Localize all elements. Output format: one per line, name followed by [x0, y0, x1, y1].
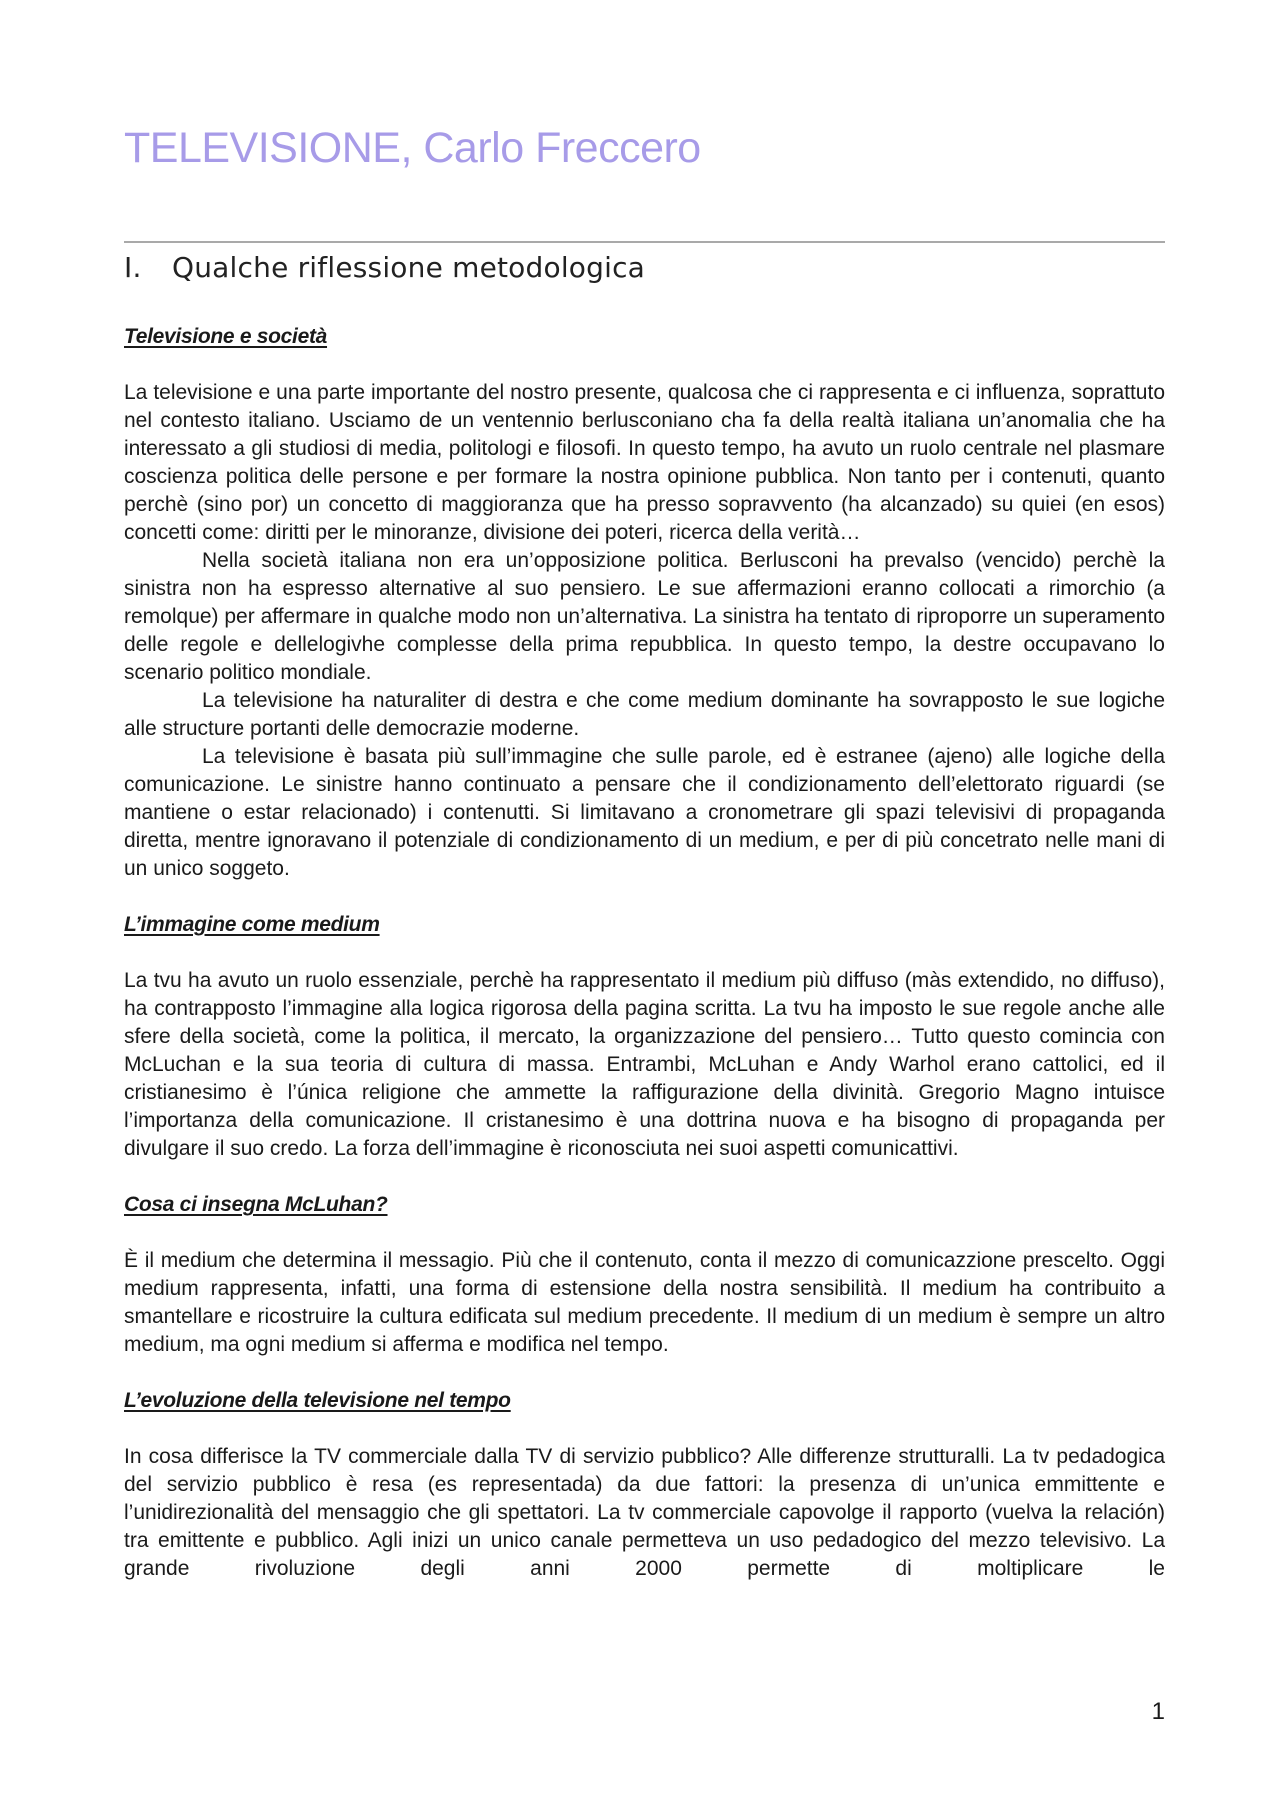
- page-number: 1: [1151, 1698, 1165, 1725]
- paragraph: Nella società italiana non era un’opposizione politica. Berlusconi ha prevalso (vencido) perchè la sinistra non ha espresso alternative al suo pensiero. Le sue affermazioni eranno collocati a rimorchio (a remolque) per affermare in qualche modo non un’alternativa. La sinistra ha tentato di riproporre un superamento delle regole e dellelogivhe complesse della prima repubblica. In questo tempo, la destre occupavano lo scenario politico mondiale.: [124, 549, 1165, 684]
- paragraph: La televisione ha naturaliter di destra e che come medium dominante ha sovrapposto le sue logiche alle structure portanti delle democrazie moderne.: [124, 689, 1165, 740]
- section-heading-evoluzione-della-televisione: L’evoluzione della televisione nel tempo: [124, 1389, 511, 1412]
- section-heading-cosa-ci-insegna-mcluhan: Cosa ci insegna McLuhan?: [124, 1193, 388, 1216]
- document-title: TELEVISIONE, Carlo Freccero: [124, 124, 701, 172]
- section-heading-immagine-come-medium: L’immagine come medium: [124, 913, 380, 936]
- paragraph: La televisione è basata più sull’immagine che sulle parole, ed è estranee (ajeno) alle logiche della comunicazione. Le sinistre hanno continuato a pensare che il condizionamento dell’elettorato riguardi (se mantiene o estar relacionado) i contenutti. Si limitavano a cronometrare gli spazi televisivi di propaganda diretta, mentre ignoravano il potenziale di condizionamento di un medium, e per di più concetrato nelle mani di un unico soggeto.: [124, 745, 1165, 880]
- paragraph: La televisione e una parte importante del nostro presente, qualcosa che ci rappresenta e ci influenza, soprattuto nel contesto italiano. Usciamo de un ventennio berlusconiano cha fa della realtà italiana un’anomalia che ha interessato a gli studiosi di media, politologi e filosofi. In questo tempo, ha avuto un ruolo centrale nel plasmare coscienza politica delle persone e per formare la nostra opinione pubblica. Non tanto per i contenuti, quanto perchè (sino por) un concetto di maggioranza que ha presso sopravvento (ha alcanzado) su quiei (en esos) concetti come: diritti per le minoranze, divisione dei poteri, ricerca della verità…: [124, 381, 1165, 544]
- paragraph: La tvu ha avuto un ruolo essenziale, perchè ha rappresentato il medium più diffuso (màs extendido, no diffuso), ha contrapposto l’immagine alla logica rigorosa della pagina scritta. La tvu ha imposto le sue regole anche alle sfere della società, come la politica, il mercato, la organizzazione del pensiero… Tutto questo comincia con McLuchan e la sua teoria di cultura di massa. Entrambi, McLuhan e Andy Warhol erano cattolici, ed il cristianesimo è l’única religione che ammette la raffigurazione della divinità. Gregorio Magno intuisce l’importanza della comunicazione. Il cristanesimo è una dottrina nuova e ha bisogno di propaganda per divulgare il suo credo. La forza dell’immagine è riconosciuta nei suoi aspetti comunicattivi.: [124, 969, 1165, 1160]
- chapter-title: Qualche riflessione metodologica: [172, 251, 646, 284]
- paragraph: È il medium che determina il messagio. Più che il contenuto, conta il mezzo di comunicazzione prescelto. Oggi medium rappresenta, infatti, una forma di estensione della nostra sensibilità. Il medium ha contribuito a smantellare e ricostruire la cultura edificata sul medium precedente. Il medium di un medium è sempre un altro medium, ma ogni medium si afferma e modifica nel tempo.: [124, 1249, 1165, 1356]
- document-page: [124, 0, 1165, 1811]
- title-divider: [124, 241, 1165, 243]
- chapter-heading: [124, 251, 645, 284]
- paragraph: In cosa differisce la TV commerciale dalla TV di servizio pubblico? Alle differenze strutturalli. La tv pedadogica del servizio pubblico è resa (es representada) da due fattori: la presenza di un’unica emmittente e l’unidirezionalità del mensaggio che gli spettatori. La tv commerciale capovolge il rapporto (vuelva la relación) tra emittente e pubblico. Agli inizi un unico canale permetteva un uso pedadogico del mezzo televisivo. La grande rivoluzione degli anni 2000 permette di moltiplicare le: [124, 1445, 1165, 1580]
- chapter-number: I.: [124, 251, 142, 284]
- document-body: [124, 323, 1165, 1583]
- section-heading-televisione-e-societa: Televisione e società: [124, 325, 328, 348]
